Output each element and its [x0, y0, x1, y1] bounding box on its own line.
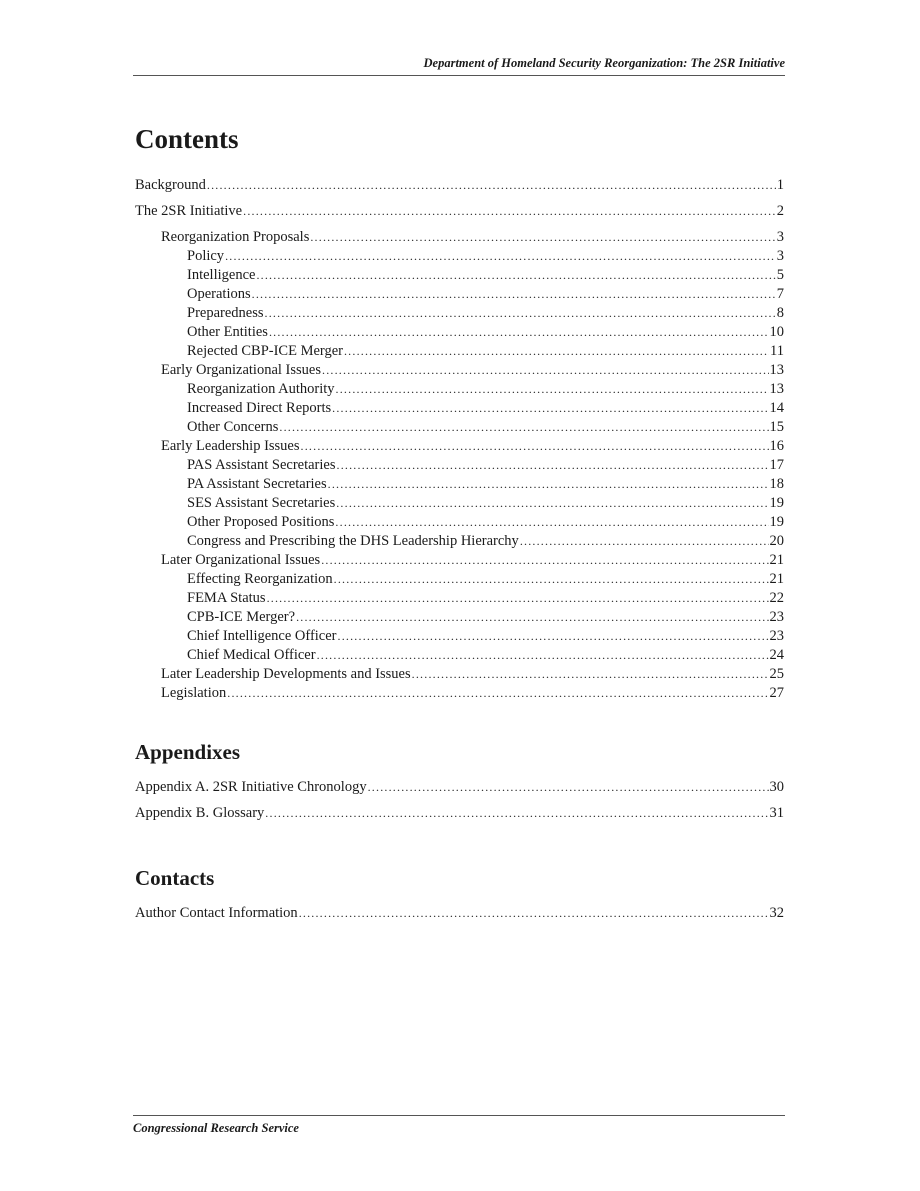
toc-entry-page: 7: [776, 286, 784, 302]
toc-entry[interactable]: [135, 399, 784, 418]
running-header: Department of Homeland Security Reorganization: The 2SR Initiative: [133, 56, 785, 76]
toc-entry[interactable]: [135, 247, 784, 266]
toc-entry-page: 21: [769, 552, 784, 568]
appendixes-heading: Appendixes: [135, 740, 241, 764]
toc-entry-page: 3: [776, 248, 784, 264]
toc-entry[interactable]: [135, 904, 784, 923]
toc-entry[interactable]: [135, 570, 784, 589]
toc-entry-label: FEMA Status: [187, 590, 266, 606]
toc-entry-page: 21: [769, 571, 784, 587]
toc-entry-page: 32: [769, 905, 784, 921]
toc-entry-label: Appendix A. 2SR Initiative Chronology: [135, 779, 367, 795]
toc-entry-label: Increased Direct Reports: [187, 400, 332, 416]
contacts-heading: Contacts: [135, 866, 215, 890]
toc-entry[interactable]: [135, 437, 784, 456]
toc-entry[interactable]: [135, 684, 784, 703]
toc-entry-label: Chief Medical Officer: [187, 647, 316, 663]
toc-entry-label: PA Assistant Secretaries: [187, 476, 327, 492]
toc-entry-label: Early Organizational Issues: [161, 362, 321, 378]
toc-entry-label: Appendix B. Glossary: [135, 805, 265, 821]
toc-entry-page: 14: [769, 400, 784, 416]
toc-entry-label: Author Contact Information: [135, 905, 298, 921]
toc-entry[interactable]: [135, 323, 784, 342]
toc-entry[interactable]: [135, 778, 784, 797]
toc-entry-page: 19: [769, 514, 784, 530]
toc-entry-label: Reorganization Authority: [187, 381, 335, 397]
running-footer: Congressional Research Service: [133, 1115, 785, 1136]
toc-entry[interactable]: [135, 665, 784, 684]
toc-entry-page: 18: [769, 476, 784, 492]
toc-entry-page: 17: [769, 457, 784, 473]
toc-entry-page: 1: [776, 177, 784, 193]
toc-entry-page: 11: [770, 343, 784, 359]
toc-entry-page: 16: [769, 438, 784, 454]
toc-entry[interactable]: [135, 475, 784, 494]
toc-entry-page: 3: [776, 229, 784, 245]
toc-entry[interactable]: [135, 627, 784, 646]
toc-entry[interactable]: [135, 285, 784, 304]
toc-entry-label: Chief Intelligence Officer: [187, 628, 337, 644]
toc-entry[interactable]: [135, 551, 784, 570]
toc-entry-page: 22: [769, 590, 784, 606]
toc-entry-page: 13: [769, 362, 784, 378]
toc-entry[interactable]: [135, 456, 784, 475]
toc-entry[interactable]: [135, 342, 784, 361]
toc-entry-page: 13: [769, 381, 784, 397]
toc-entry-label: Intelligence: [187, 267, 256, 283]
toc-entry-label: Later Leadership Developments and Issues: [161, 666, 411, 682]
toc-entry-page: 30: [769, 779, 784, 795]
toc-entry-label: Reorganization Proposals: [161, 229, 310, 245]
toc-entry-label: Other Entities: [187, 324, 268, 340]
toc-entry-label: Legislation: [161, 685, 227, 701]
toc-entry[interactable]: [135, 646, 784, 665]
toc-entry-page: 5: [776, 267, 784, 283]
toc-entry-page: 24: [769, 647, 784, 663]
toc-entry[interactable]: [135, 418, 784, 437]
toc-entry-page: 25: [769, 666, 784, 682]
toc-entry[interactable]: [135, 202, 784, 221]
toc-entry-page: 2: [776, 203, 784, 219]
toc-entry-page: 15: [769, 419, 784, 435]
toc-entry-label: Other Proposed Positions: [187, 514, 335, 530]
toc-entry-page: 23: [769, 628, 784, 644]
toc-entry-label: PAS Assistant Secretaries: [187, 457, 336, 473]
toc-entry-label: Background: [135, 177, 206, 193]
toc-entry[interactable]: [135, 589, 784, 608]
toc-entry-label: Early Leadership Issues: [161, 438, 300, 454]
toc-entry[interactable]: [135, 608, 784, 627]
toc-entry-page: 10: [769, 324, 784, 340]
toc-entry-page: 19: [769, 495, 784, 511]
contacts-toc: [135, 904, 784, 923]
toc-entry-label: The 2SR Initiative: [135, 203, 243, 219]
toc-entry-page: 8: [776, 305, 784, 321]
toc-entry[interactable]: [135, 513, 784, 532]
toc-entry[interactable]: [135, 494, 784, 513]
toc-entry-label: Later Organizational Issues: [161, 552, 321, 568]
appendixes-toc: [135, 778, 784, 823]
contents-toc: [135, 176, 784, 703]
toc-entry-page: 20: [769, 533, 784, 549]
toc-entry-page: 31: [769, 805, 784, 821]
toc-entry-label: CPB-ICE Merger?: [187, 609, 296, 625]
toc-entry-page: 27: [769, 685, 784, 701]
toc-entry[interactable]: [135, 361, 784, 380]
toc-entry[interactable]: [135, 304, 784, 323]
toc-entry-label: Rejected CBP-ICE Merger: [187, 343, 343, 359]
toc-entry-label: Congress and Prescribing the DHS Leadership Hierarchy: [187, 533, 519, 549]
toc-entry[interactable]: [135, 380, 784, 399]
toc-entry[interactable]: [135, 176, 784, 195]
toc-entry-label: Operations: [187, 286, 251, 302]
toc-entry-label: Other Concerns: [187, 419, 279, 435]
toc-entry[interactable]: [135, 228, 784, 247]
toc-entry-label: Policy: [187, 248, 225, 264]
contents-heading: Contents: [135, 124, 239, 154]
toc-entry[interactable]: [135, 266, 784, 285]
toc-entry-label: Preparedness: [187, 305, 264, 321]
toc-entry-label: SES Assistant Secretaries: [187, 495, 336, 511]
toc-entry[interactable]: [135, 804, 784, 823]
toc-entry[interactable]: [135, 532, 784, 551]
toc-entry-page: 23: [769, 609, 784, 625]
toc-entry-label: Effecting Reorganization: [187, 571, 333, 587]
